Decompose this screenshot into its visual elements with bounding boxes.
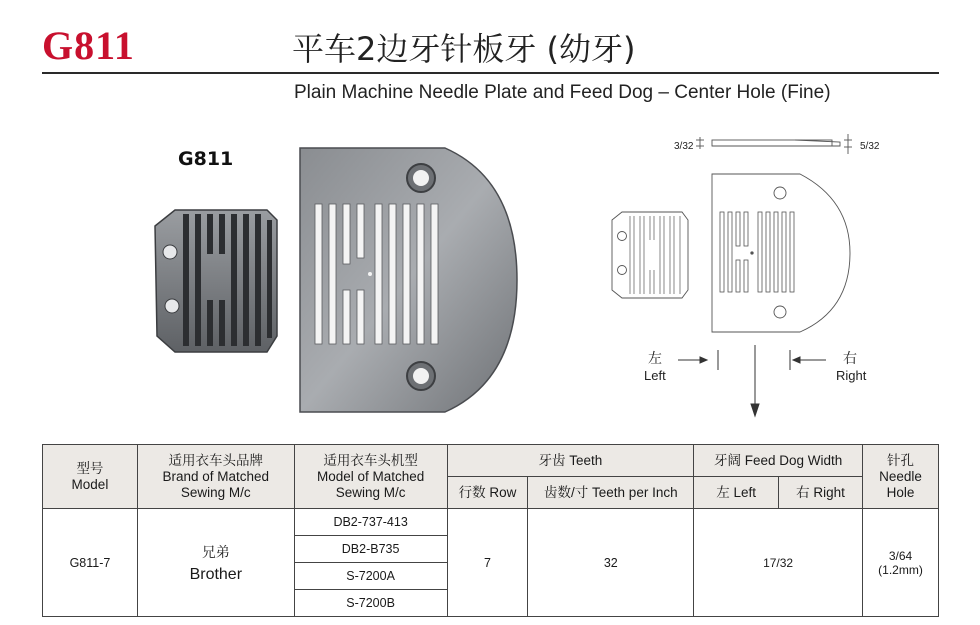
header-right: 右 Right (779, 477, 863, 509)
cell-machine: S-7200B (294, 590, 447, 617)
thickness-left-label: 3/32 (674, 141, 694, 152)
direction-left-cn: 左 (648, 350, 662, 366)
cell-machine: S-7200A (294, 563, 447, 590)
thickness-right-label: 5/32 (860, 141, 880, 152)
header-tpi: 齿数/寸 Teeth per Inch (528, 477, 694, 509)
feed-dog-photo (155, 210, 277, 352)
spec-table (42, 444, 939, 617)
header-teeth: 牙齿 Teeth (447, 445, 694, 477)
direction-left-en: Left (644, 368, 666, 383)
header-brand: 适用衣车头品牌 Brand of Matched Sewing M/c (137, 445, 294, 509)
direction-right-cn: 右 (843, 350, 857, 366)
cell-machine: DB2-B735 (294, 536, 447, 563)
cell-rows: 7 (447, 509, 528, 617)
photo-label: G811 (178, 148, 234, 170)
cell-tpi: 32 (528, 509, 694, 617)
cell-machine: DB2-737-413 (294, 509, 447, 536)
thickness-profile (696, 134, 852, 154)
feed-dog-drawing (612, 212, 688, 298)
cell-brand: 兄弟 Brother (137, 509, 294, 617)
cell-model: G811-7 (43, 509, 138, 617)
product-photo (145, 140, 535, 415)
header-needle-hole: 针孔 Needle Hole (863, 445, 939, 509)
cell-needle-hole: 3/64 (1.2mm) (863, 509, 939, 617)
header-feed-dog-width: 牙阔 Feed Dog Width (694, 445, 863, 477)
title-english: Plain Machine Needle Plate and Feed Dog – Center Hole (Fine) (294, 82, 831, 103)
cell-feed-width: 17/32 (694, 509, 863, 617)
direction-arrows (678, 345, 826, 416)
title-chinese: 平车2边牙针板牙 (幼牙) (292, 30, 636, 68)
needle-plate-photo (300, 148, 517, 412)
header-divider (42, 72, 939, 74)
needle-plate-drawing (712, 174, 850, 332)
header-left: 左 Left (694, 477, 779, 509)
header-row: 行数 Row (447, 477, 528, 509)
product-code: G811 (42, 23, 135, 68)
direction-right-en: Right (836, 368, 867, 383)
header-machine-model: 适用衣车头机型 Model of Matched Sewing M/c (294, 445, 447, 509)
header-model: 型号 Model (43, 445, 138, 509)
